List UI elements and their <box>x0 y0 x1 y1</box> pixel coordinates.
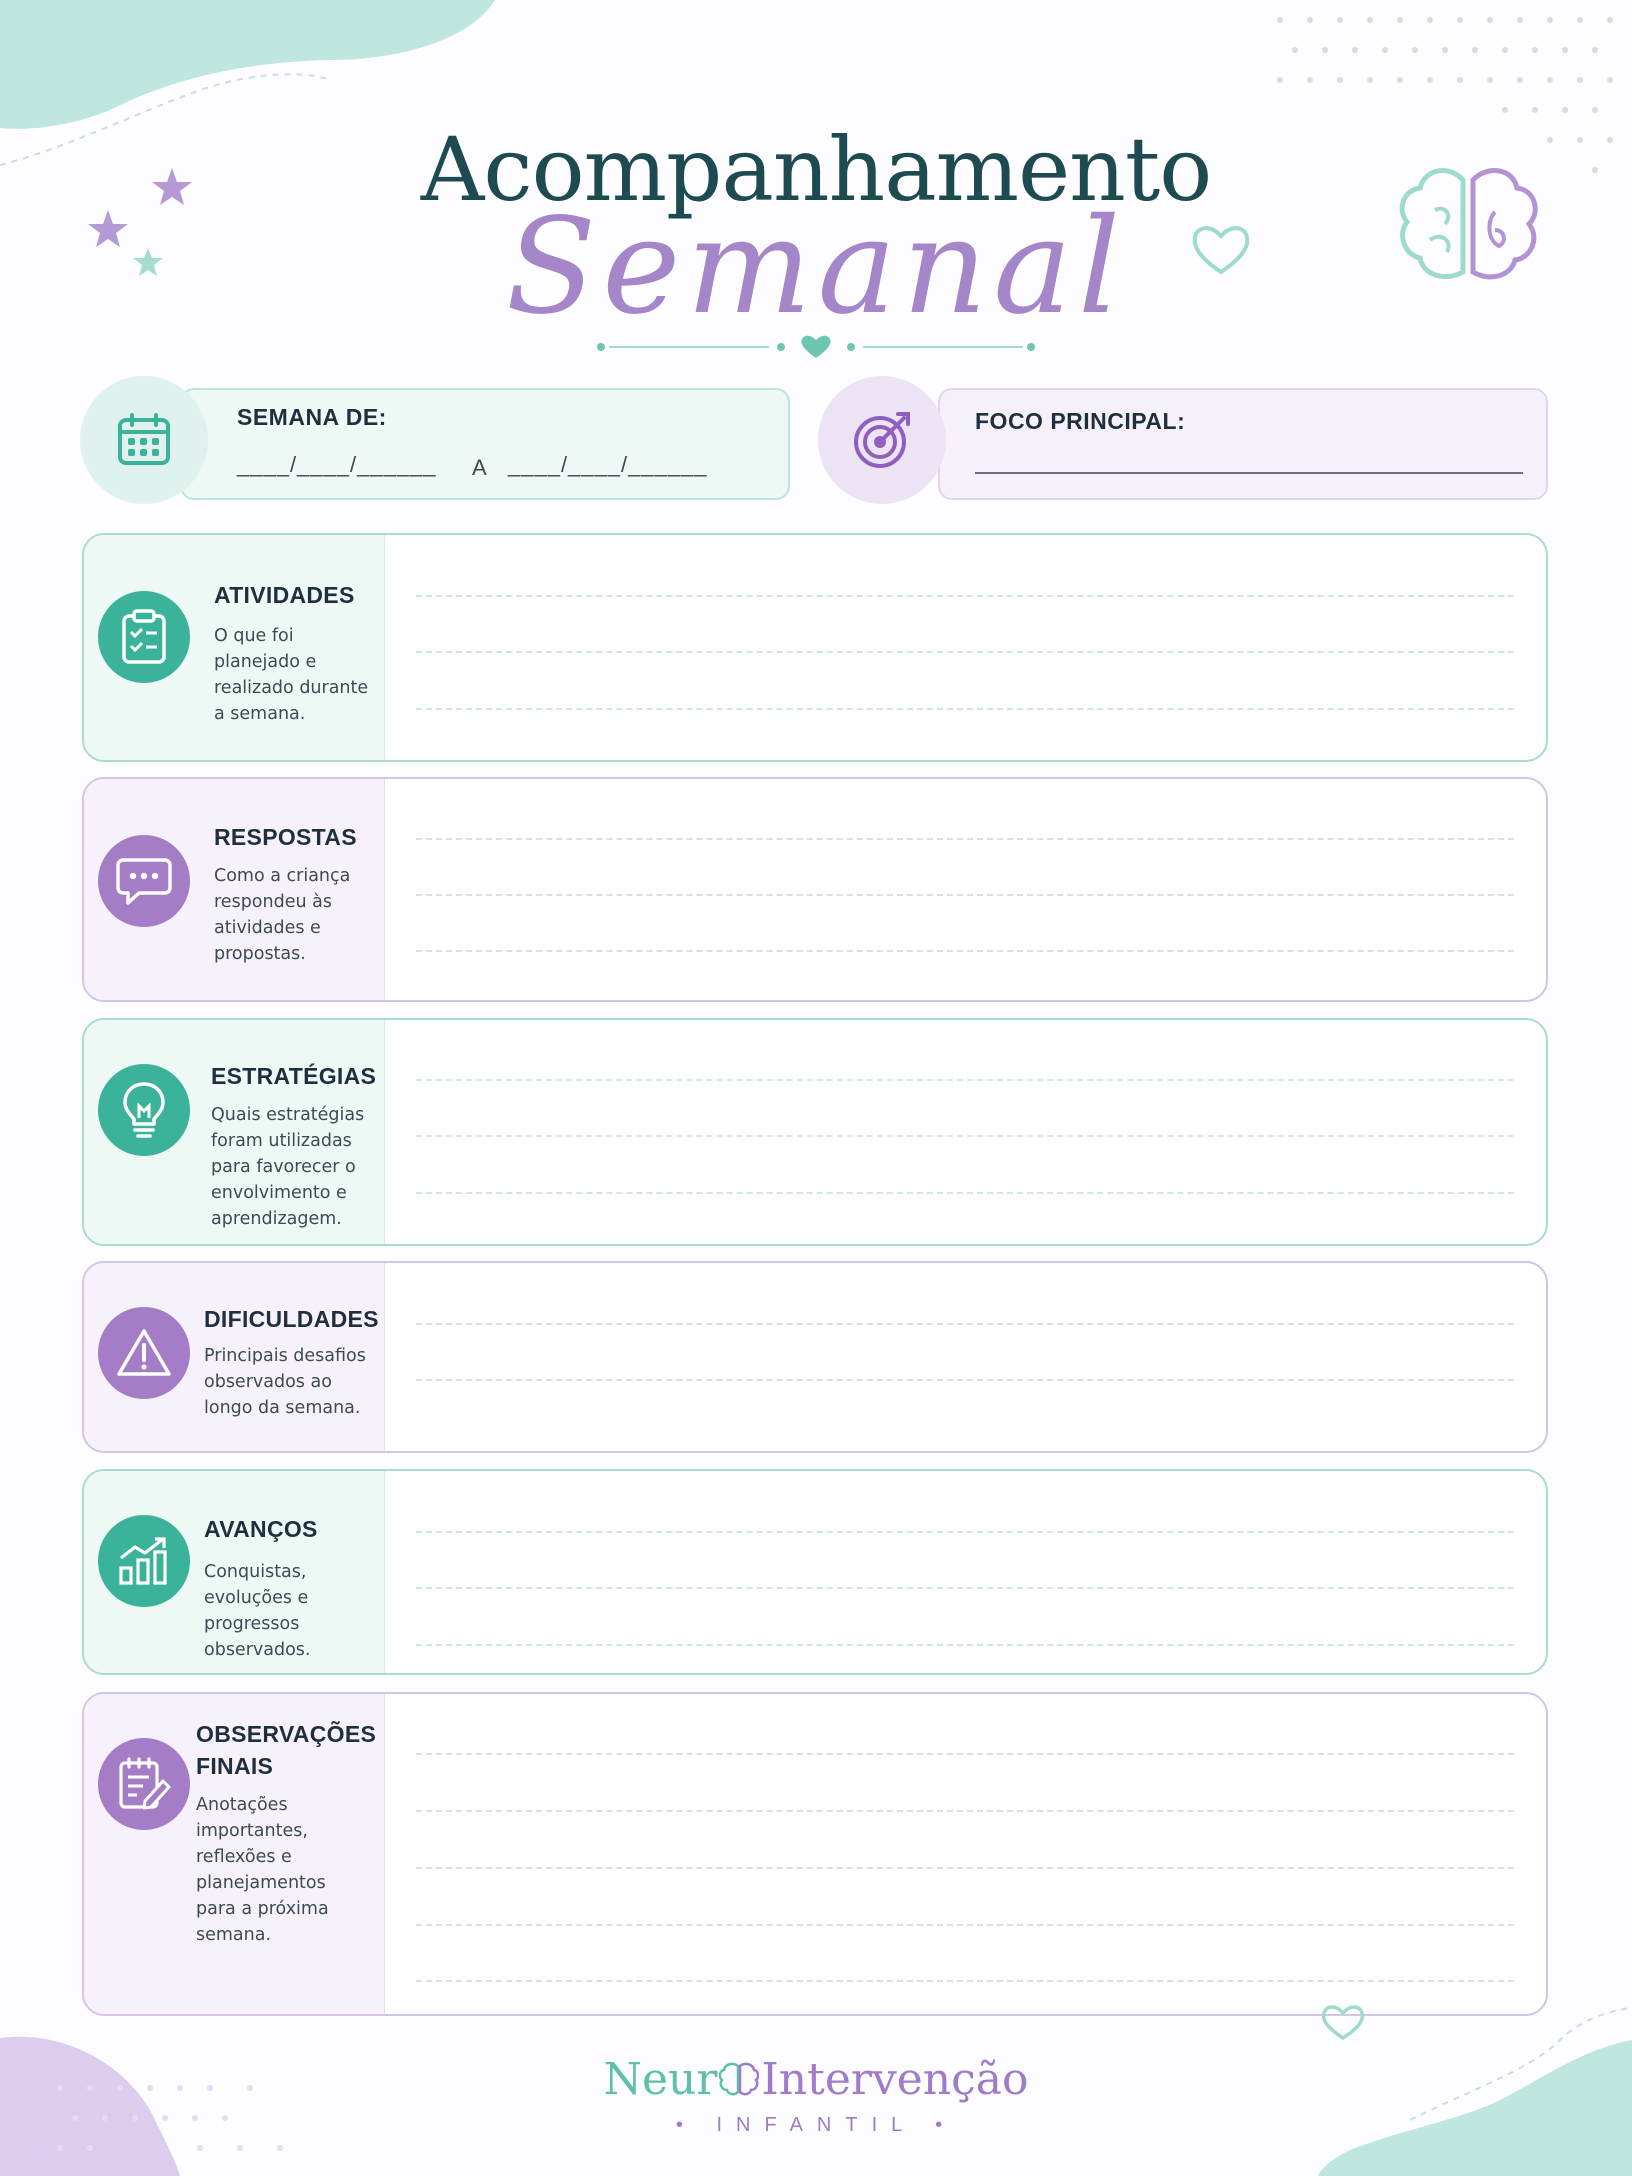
week-date-from-field[interactable]: ____/____/______ <box>237 452 437 477</box>
section-title: RESPOSTAS <box>214 824 357 850</box>
writing-line[interactable] <box>416 1379 1514 1381</box>
writing-line[interactable] <box>416 894 1514 896</box>
writing-line[interactable] <box>416 1980 1514 1982</box>
section-title: ESTRATÉGIAS <box>211 1063 377 1089</box>
writing-line[interactable] <box>416 1924 1514 1926</box>
section-title: AVANÇOS <box>204 1516 318 1542</box>
writing-line[interactable] <box>416 950 1514 952</box>
week-date-to-field[interactable]: ____/____/______ <box>508 452 708 477</box>
week-separator: A <box>472 455 488 480</box>
section-avancos <box>82 1469 1548 1675</box>
section-dificuldades <box>82 1261 1548 1453</box>
brand-subtitle: • INFANTIL • <box>675 2114 957 2136</box>
focus-icon-circle <box>818 376 946 504</box>
week-label: SEMANA DE: <box>237 404 387 430</box>
writing-line[interactable] <box>416 1753 1514 1755</box>
focus-card <box>938 388 1548 500</box>
section-respostas <box>82 777 1548 1002</box>
section-description: Anotações importantes, reflexões e planejamentos para a próxima semana. <box>196 1795 329 1945</box>
section-description: Quais estratégias foram utilizadas para favorecer o envolvimento e aprendizagem. <box>211 1105 365 1229</box>
section-atividades <box>82 533 1548 762</box>
growth-chart-icon <box>98 1515 190 1607</box>
brand-logo <box>0 2054 1632 2105</box>
brain-logo-icon <box>719 2062 759 2096</box>
page-title: Acompanhamento <box>420 118 1212 221</box>
notes-pencil-icon <box>98 1738 190 1830</box>
writing-line[interactable] <box>416 1323 1514 1325</box>
week-icon-circle <box>80 376 208 504</box>
writing-line[interactable] <box>416 1079 1514 1081</box>
writing-line[interactable] <box>416 1531 1514 1533</box>
week-box <box>80 376 790 502</box>
page-subtitle: Semanal <box>505 190 1127 344</box>
section-title: OBSERVAÇÕES FINAIS <box>196 1721 377 1779</box>
warning-triangle-icon <box>98 1307 190 1399</box>
speech-bubble-icon <box>98 835 190 927</box>
target-icon <box>850 408 914 472</box>
clipboard-checklist-icon <box>98 591 190 683</box>
section-description: Conquistas, evoluções e progressos observados. <box>204 1562 311 1660</box>
section-observacoes-finais <box>82 1692 1548 2016</box>
writing-line[interactable] <box>416 1644 1514 1646</box>
writing-line[interactable] <box>416 838 1514 840</box>
lightbulb-icon <box>98 1064 190 1156</box>
brand-part2: Intervenção <box>761 2054 1029 2105</box>
section-description: Principais desafios observados ao longo da semana. <box>204 1346 366 1418</box>
writing-line[interactable] <box>416 1867 1514 1869</box>
calendar-icon <box>115 411 173 469</box>
section-title: DIFICULDADES <box>204 1306 379 1332</box>
section-description: O que foi planejado e realizado durante a semana. <box>214 626 369 724</box>
section-estrategias <box>82 1018 1548 1246</box>
writing-line[interactable] <box>416 708 1514 710</box>
writing-line[interactable] <box>416 1810 1514 1812</box>
focus-label: FOCO PRINCIPAL: <box>975 408 1186 434</box>
writing-line[interactable] <box>416 595 1514 597</box>
writing-line[interactable] <box>416 1192 1514 1194</box>
focus-box <box>818 376 1551 502</box>
focus-input-line[interactable] <box>975 472 1523 474</box>
writing-line[interactable] <box>416 651 1514 653</box>
section-description: Como a criança respondeu às atividades e propostas. <box>214 866 351 964</box>
writing-line[interactable] <box>416 1135 1514 1137</box>
section-title: ATIVIDADES <box>214 582 355 608</box>
brand-part1: Neur <box>603 2054 718 2105</box>
writing-line[interactable] <box>416 1587 1514 1589</box>
